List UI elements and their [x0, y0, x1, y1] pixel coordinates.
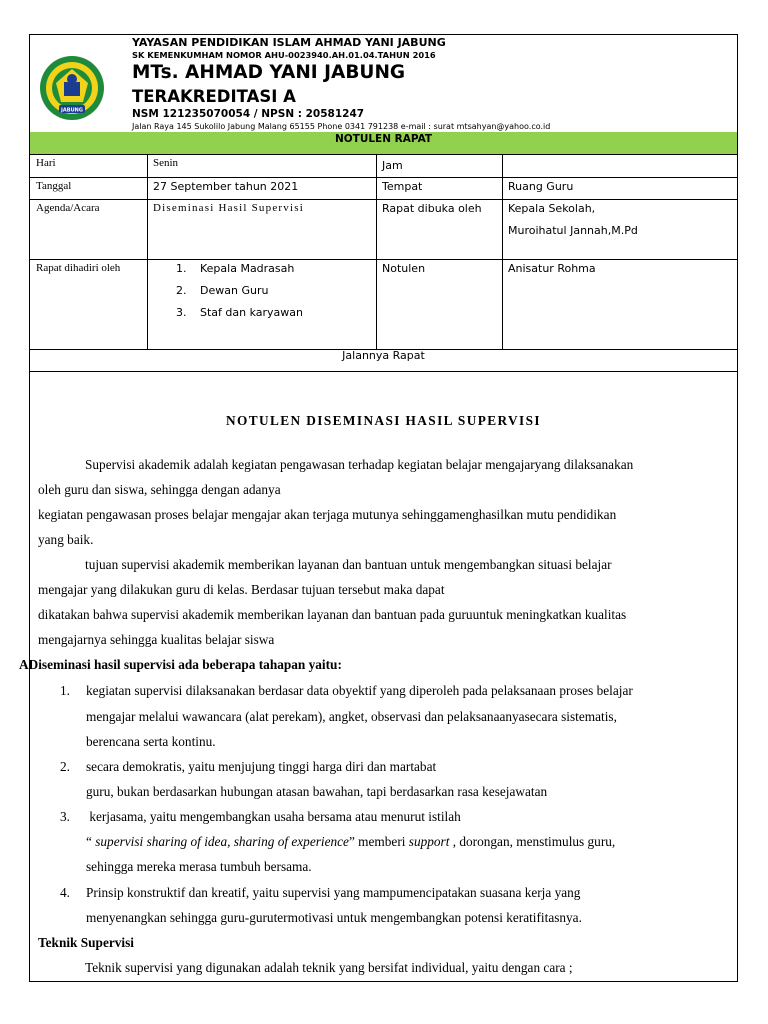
italic-span: support: [408, 834, 450, 849]
paragraph-line: kegiatan pengawasan proses belajar mengajar akan terjaga mutunya sehinggamenghasilkan mutu pendidikan: [38, 507, 617, 522]
list-item-line-mixed: [86, 834, 615, 850]
agenda-value: Diseminasi Hasil Supervisi: [153, 202, 304, 214]
jalannya-rapat: Jalannya Rapat: [342, 349, 425, 362]
accreditation: TERAKREDITASI A: [132, 87, 296, 106]
paragraph-line: tujuan supervisi akademik memberikan layanan dan bantuan untuk mengembangkan situasi belajar: [85, 557, 612, 572]
italic-span: supervisi sharing of idea, sharing of experience: [95, 834, 349, 849]
foundation-name: YAYASAN PENDIDIKAN ISLAM AHMAD YANI JABUNG: [132, 36, 446, 49]
table-column-line: [147, 155, 148, 349]
document-frame: [19, 34, 738, 982]
dibuka-label: Rapat dibuka oleh: [382, 202, 482, 215]
jam-label: Jam: [382, 159, 403, 172]
paragraph-line: mengajar yang dilakukan guru di kelas. Berdasar tujuan tersebut maka dapat: [38, 582, 445, 597]
tanggal-value: 27 September tahun 2021: [153, 180, 299, 193]
hari-label: Hari: [36, 157, 56, 169]
list-number: 4.: [60, 885, 70, 900]
dihadiri-num-2: 2.: [176, 284, 187, 297]
table-divider: [30, 199, 737, 200]
list-item-line: guru, bukan berdasarkan hubungan atasan bawahan, tapi berdasarkan rasa kesejawatan: [86, 784, 548, 799]
list-number: 3.: [60, 809, 70, 824]
dihadiri-item-1: Kepala Madrasah: [200, 262, 295, 275]
notulen-label: Notulen: [382, 262, 426, 275]
list-number: 2.: [60, 759, 70, 774]
logo-text: JABUNG: [61, 107, 83, 114]
list-item-line: secara demokratis, yaitu menjujung tinggi harga diri dan martabat: [86, 759, 437, 774]
list-item-line: kerjasama, yaitu mengembangkan usaha bersama atau menurut istilah: [86, 809, 461, 824]
text-span: , dorongan, menstimulus guru,: [449, 834, 616, 849]
notulen-value: Anisatur Rohma: [508, 262, 596, 275]
paragraph-line: dikatakan bahwa supervisi akademik memberikan layanan dan bantuan pada guruuntuk meningkatkan kualitas: [38, 607, 627, 622]
dihadiri-label: Rapat dihadiri oleh: [36, 262, 121, 274]
table-divider: [30, 177, 737, 178]
sk-number: SK KEMENKUMHAM NOMOR AHU-0023940.AH.01.04.TAHUN 2016: [132, 50, 436, 60]
table-column-line: [376, 155, 377, 349]
list-item-line: mengajar melalui wawancara (alat perekam), angket, observasi dan pelaksanaanyasecara sistematis,: [86, 709, 617, 724]
text-span: ” memberi: [348, 834, 409, 849]
dibuka-value-1: Kepala Sekolah,: [508, 202, 596, 215]
dihadiri-item-2: Dewan Guru: [200, 284, 269, 297]
dihadiri-num-1: 1.: [176, 262, 187, 275]
list-item-line: berencana serta kontinu.: [86, 734, 216, 749]
school-logo-icon: [39, 55, 105, 121]
text-span: “: [86, 834, 96, 849]
school-name: MTs. AHMAD YANI JABUNG: [132, 62, 406, 83]
agenda-label: Agenda/Acara: [36, 202, 100, 214]
table-divider: [30, 259, 737, 260]
paragraph-line: Supervisi akademik adalah kegiatan pengawasan terhadap kegiatan belajar mengajaryang dilaksanakan: [85, 457, 634, 472]
list-number: 1.: [60, 683, 70, 698]
list-item-line: kegiatan supervisi dilaksanakan berdasar data obyektif yang diperoleh pada pelaksanaan proses belajar: [86, 683, 633, 698]
tempat-value: Ruang Guru: [508, 180, 574, 193]
address-line: Jalan Raya 145 Sukolilo Jabung Malang 65155 Phone 0341 791238 e-mail : surat mtsahyan@yahoo.co.id: [132, 122, 551, 131]
table-divider: [30, 371, 737, 372]
document-title: NOTULEN DISEMINASI HASIL SUPERVISI: [226, 413, 541, 428]
dihadiri-num-3: 3.: [176, 306, 187, 319]
list-item-line: sehingga mereka merasa tumbuh bersama.: [86, 859, 312, 874]
teknik-heading: Teknik Supervisi: [38, 935, 134, 950]
tempat-label: Tempat: [382, 180, 423, 193]
section-heading: ADiseminasi hasil supervisi ada beberapa tahapan yaitu:: [19, 657, 342, 672]
dihadiri-item-3: Staf dan karyawan: [200, 306, 303, 319]
paragraph-line: yang baik.: [38, 532, 94, 547]
hari-value: Senin: [153, 157, 179, 169]
table-column-line: [502, 155, 503, 349]
paragraph-line: mengajarnya sehingga kualitas belajar siswa: [38, 632, 275, 647]
paragraph-line: oleh guru dan siswa, sehingga dengan adanya: [38, 482, 281, 497]
notulen-title-bar: NOTULEN RAPAT: [30, 132, 737, 155]
tanggal-label: Tanggal: [36, 180, 72, 192]
nsm-npsn: NSM 121235070054 / NPSN : 20581247: [132, 108, 365, 120]
list-item-line: Prinsip konstruktif dan kreatif, yaitu supervisi yang mampumencipatakan suasana kerja yang: [86, 885, 581, 900]
letterhead: [30, 35, 737, 133]
list-item-line: menyenangkan sehingga guru-gurutermotivasi untuk mengembangkan potensi keratifitasnya.: [86, 910, 582, 925]
dibuka-value-2: Muroihatul Jannah,M.Pd: [508, 224, 638, 237]
paragraph-line: Teknik supervisi yang digunakan adalah teknik yang bersifat individual, yaitu dengan cara ;: [85, 960, 573, 975]
